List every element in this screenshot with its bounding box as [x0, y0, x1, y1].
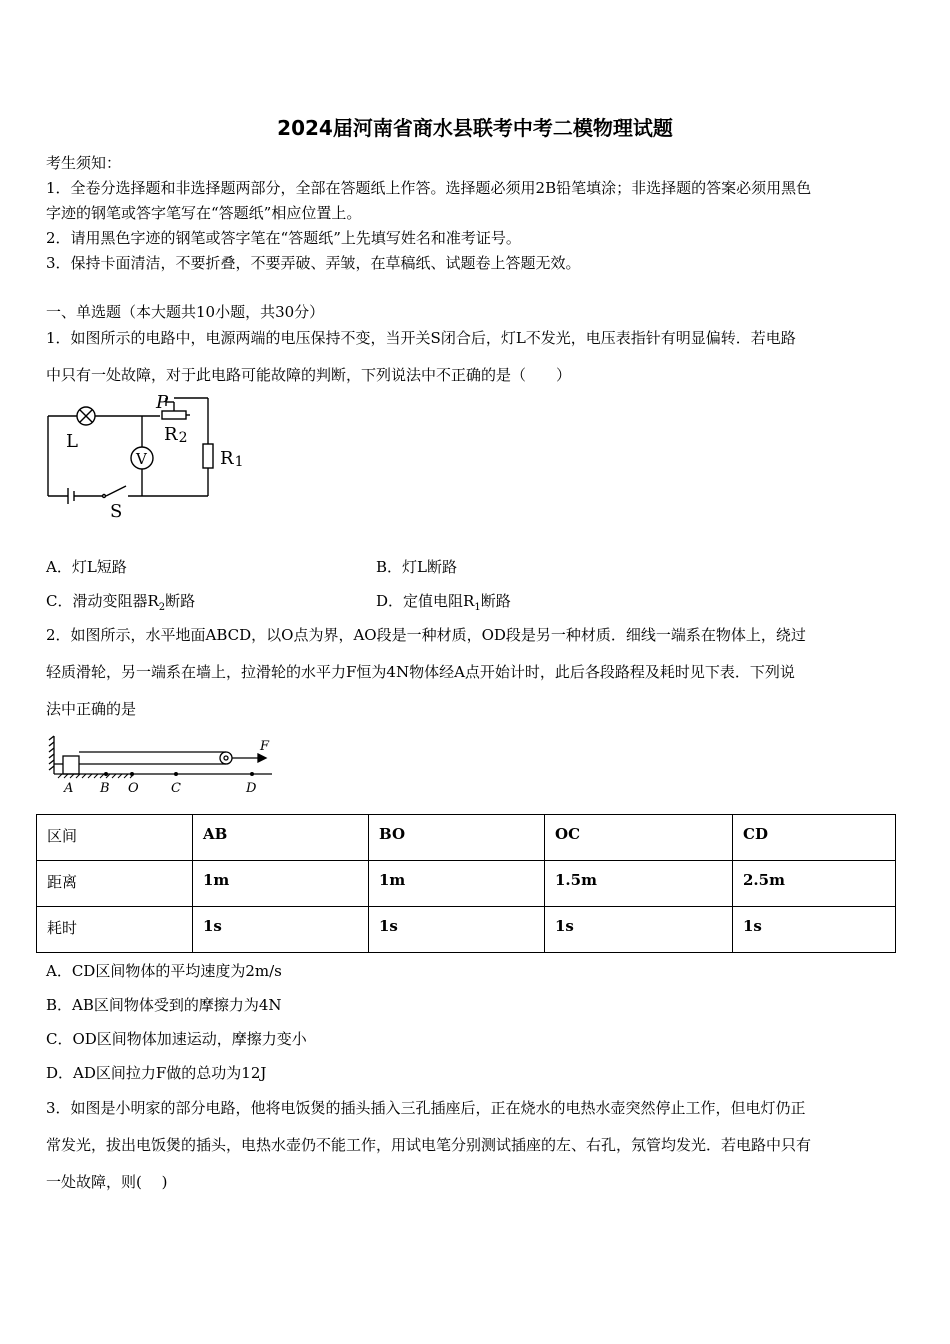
q1-label-switch: S [110, 501, 123, 522]
table-cell: 1m [369, 861, 545, 907]
page-title: 2024届河南省商水县联考中考二模物理试题 [277, 116, 673, 140]
q1-stem-line-1: 1．如图所示的电路中，电源两端的电压保持不变，当开关S闭合后，灯L不发光，电压表指针有明显偏转．若电路 [46, 329, 796, 347]
q2-option-c[interactable]: C．OD区间物体加速运动，摩擦力变小 [46, 1030, 307, 1048]
q2-label-a: A [64, 781, 74, 796]
notice-item-1-line-2: 字迹的钢笔或答字笔写在“答题纸”相应位置上。 [46, 204, 362, 222]
q1-option-a[interactable]: A．灯L短路 [46, 558, 127, 576]
q2-stem-line-3: 法中正确的是 [46, 700, 137, 718]
q3-stem-line-1: 3．如图是小明家的部分电路，他将电饭煲的插头插入三孔插座后，正在烧水的电热水壶突然停止工作，但电灯仍正 [46, 1099, 806, 1117]
q2-stem-line-2: 轻质滑轮，另一端系在墙上，拉滑轮的水平力F恒为4N物体经A点开始计时，此后各段路程及耗时见下表．下列说 [46, 663, 795, 681]
q1-stem-line-2: 中只有一处故障，对于此电路可能故障的判断，下列说法中不正确的是（ ） [46, 366, 572, 384]
q2-option-a[interactable]: A．CD区间物体的平均速度为2m/s [46, 962, 282, 980]
q2-label-b: B [100, 781, 110, 796]
q1-option-c[interactable]: C．滑动变阻器$R_2$断路 [46, 592, 196, 613]
q1-option-b[interactable]: B．灯L断路 [376, 558, 457, 576]
table-cell: OC [545, 815, 733, 861]
q1-label-r2: R2 [164, 424, 188, 446]
q3-stem-line-3: 一处故障，则( ) [46, 1173, 168, 1191]
q2-data-table [36, 814, 896, 953]
table-cell: BO [369, 815, 545, 861]
notice-item-2: 2．请用黑色字迹的钢笔或答字笔在“答题纸”上先填写姓名和准考证号。 [46, 229, 521, 247]
table-row [37, 907, 896, 953]
table-cell: 1s [545, 907, 733, 953]
q1-option-d[interactable]: D．定值电阻$R_1$断路 [376, 592, 511, 613]
table-cell: 1m [193, 861, 369, 907]
q2-option-d[interactable]: D．AD区间拉力F做的总功为12J [46, 1064, 267, 1082]
notice-item-1-line-1: 1．全卷分选择题和非选择题两部分，全部在答题纸上作答。选择题必须用2B铅笔填涂；非选择题的答案必须用黑色 [46, 179, 812, 197]
table-cell: CD [733, 815, 896, 861]
q3-stem-line-2: 常发光，拔出电饭煲的插头，电热水壶仍不能工作，用试电笔分别测试插座的左、右孔，氖管均发光．若电路中只有 [46, 1136, 812, 1154]
q2-option-b[interactable]: B．AB区间物体受到的摩擦力为4N [46, 996, 282, 1014]
notice-item-3: 3．保持卡面清洁，不要折叠，不要弄破、弄皱，在草稿纸、试题卷上答题无效。 [46, 254, 581, 272]
notice-heading: 考生须知： [46, 154, 122, 172]
table-row [37, 861, 896, 907]
table-cell: 1s [193, 907, 369, 953]
q2-label-f: F [260, 739, 270, 754]
table-cell: 区间 [37, 815, 193, 861]
q1-label-pointer: P [156, 392, 169, 413]
table-cell: 1s [369, 907, 545, 953]
q1-circuit-diagram [40, 392, 260, 522]
q2-label-c: C [171, 781, 181, 796]
q2-label-d: D [246, 781, 257, 796]
section-heading: 一、单选题（本大题共10小题，共30分） [46, 303, 325, 321]
q2-pulley-diagram [46, 732, 286, 798]
q1-label-r1: R1 [220, 448, 244, 470]
q2-stem-line-1: 2．如图所示，水平地面ABCD，以O点为界，AO段是一种材质，OD段是另一种材质．细线一端系在物体上，绕过 [46, 626, 806, 644]
q1-label-lamp: L [66, 431, 78, 452]
table-cell: 1s [733, 907, 896, 953]
table-cell: 距离 [37, 861, 193, 907]
q2-label-o: O [128, 781, 139, 796]
table-cell: AB [193, 815, 369, 861]
table-cell: 耗时 [37, 907, 193, 953]
q1-label-voltmeter: V [136, 450, 147, 468]
table-row [37, 815, 896, 861]
table-cell: 2.5m [733, 861, 896, 907]
table-cell: 1.5m [545, 861, 733, 907]
